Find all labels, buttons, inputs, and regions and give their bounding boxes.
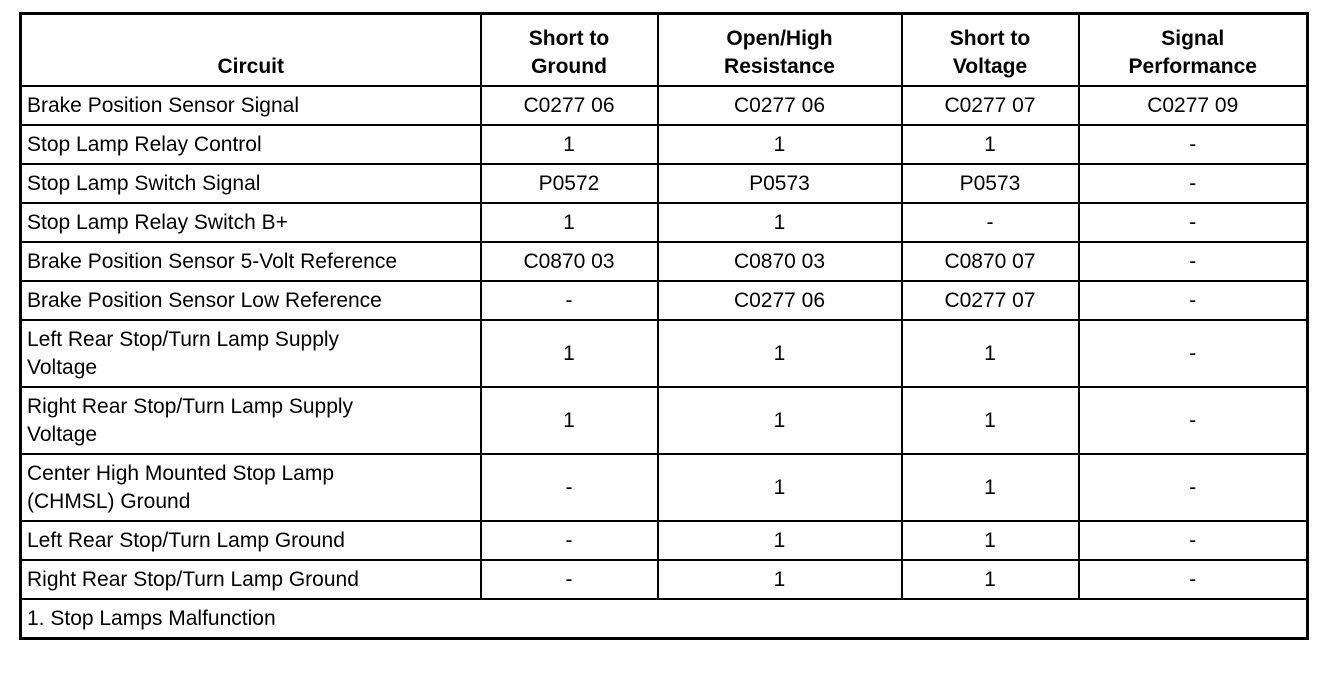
short-to-ground-cell: C0277 06 bbox=[481, 86, 658, 125]
header-circuit-label: Circuit bbox=[217, 55, 284, 78]
table-row bbox=[21, 164, 1308, 203]
footnote-row bbox=[21, 599, 1308, 639]
open-high-resistance-cell: 1 bbox=[658, 125, 902, 164]
circuit-name: Brake Position Sensor Signal bbox=[27, 93, 299, 117]
table-row bbox=[21, 203, 1308, 242]
circuit-name-line-2: (CHMSL) Ground bbox=[27, 489, 191, 513]
circuit-name-line-2: Voltage bbox=[27, 422, 98, 446]
open-high-resistance-cell: C0870 03 bbox=[658, 242, 902, 281]
circuit-cell bbox=[21, 387, 481, 454]
circuit-cell bbox=[21, 454, 481, 521]
table-row bbox=[21, 281, 1308, 320]
table-row bbox=[21, 560, 1308, 599]
short-to-voltage-cell: 1 bbox=[902, 521, 1079, 560]
signal-performance-cell: - bbox=[1079, 454, 1308, 521]
short-to-voltage-cell: P0573 bbox=[902, 164, 1079, 203]
short-to-ground-cell: C0870 03 bbox=[481, 242, 658, 281]
short-to-ground-cell: 1 bbox=[481, 125, 658, 164]
signal-performance-cell: - bbox=[1079, 203, 1308, 242]
short-to-voltage-cell: C0277 07 bbox=[902, 281, 1079, 320]
header-row bbox=[21, 14, 1308, 87]
circuit-name-line-1: Center High Mounted Stop Lamp bbox=[27, 461, 335, 485]
short-to-ground-cell: 1 bbox=[481, 320, 658, 387]
circuit-name-line-1: Right Rear Stop/Turn Lamp Supply bbox=[27, 394, 354, 418]
short-to-voltage-cell: 1 bbox=[902, 560, 1079, 599]
short-to-ground-cell: - bbox=[481, 454, 658, 521]
short-to-voltage-cell: C0277 07 bbox=[902, 86, 1079, 125]
open-high-resistance-cell: 1 bbox=[658, 560, 902, 599]
diagnostic-table-container bbox=[19, 12, 1306, 640]
circuit-name: Stop Lamp Relay Switch B+ bbox=[27, 210, 288, 234]
short-to-voltage-cell: - bbox=[902, 203, 1079, 242]
short-to-voltage-cell: 1 bbox=[902, 387, 1079, 454]
open-high-resistance-cell: 1 bbox=[658, 454, 902, 521]
signal-performance-cell: - bbox=[1079, 560, 1308, 599]
signal-performance-cell: - bbox=[1079, 320, 1308, 387]
table-row bbox=[21, 387, 1308, 454]
header-signal-performance-line-2: Performance bbox=[1128, 55, 1257, 78]
circuit-cell bbox=[21, 164, 481, 203]
open-high-resistance-cell: 1 bbox=[658, 203, 902, 242]
header-short-to-ground bbox=[481, 14, 658, 87]
table-row bbox=[21, 454, 1308, 521]
circuit-cell bbox=[21, 560, 481, 599]
circuit-name: Stop Lamp Switch Signal bbox=[27, 171, 261, 195]
circuit-name-line-1: Left Rear Stop/Turn Lamp Supply bbox=[27, 327, 340, 351]
header-open-high-line-1: Open/High bbox=[726, 27, 833, 50]
header-short-to-voltage-line-1: Short to bbox=[949, 27, 1031, 50]
open-high-resistance-cell: 1 bbox=[658, 320, 902, 387]
header-open-high-resistance bbox=[658, 14, 902, 87]
signal-performance-cell: - bbox=[1079, 164, 1308, 203]
signal-performance-cell: C0277 09 bbox=[1079, 86, 1308, 125]
open-high-resistance-cell: C0277 06 bbox=[658, 86, 902, 125]
short-to-ground-cell: - bbox=[481, 560, 658, 599]
short-to-ground-cell: - bbox=[481, 521, 658, 560]
circuit-name: Stop Lamp Relay Control bbox=[27, 132, 262, 156]
table-row bbox=[21, 86, 1308, 125]
signal-performance-cell: - bbox=[1079, 387, 1308, 454]
header-signal-performance-line-1: Signal bbox=[1161, 27, 1225, 50]
circuit-cell bbox=[21, 242, 481, 281]
open-high-resistance-cell: P0573 bbox=[658, 164, 902, 203]
table-row bbox=[21, 242, 1308, 281]
circuit-cell bbox=[21, 203, 481, 242]
circuit-name-line-2: Voltage bbox=[27, 355, 98, 379]
signal-performance-cell: - bbox=[1079, 521, 1308, 560]
open-high-resistance-cell: 1 bbox=[658, 521, 902, 560]
short-to-ground-cell: 1 bbox=[481, 203, 658, 242]
circuit-name: Brake Position Sensor 5-Volt Reference bbox=[27, 249, 398, 273]
header-short-to-voltage-line-2: Voltage bbox=[952, 55, 1028, 78]
short-to-voltage-cell: 1 bbox=[902, 125, 1079, 164]
table-row bbox=[21, 125, 1308, 164]
short-to-ground-cell: P0572 bbox=[481, 164, 658, 203]
circuit-cell bbox=[21, 320, 481, 387]
short-to-voltage-cell: 1 bbox=[902, 454, 1079, 521]
dtc-circuit-table bbox=[19, 12, 1309, 640]
footnote: 1. Stop Lamps Malfunction bbox=[21, 599, 1308, 639]
circuit-cell bbox=[21, 521, 481, 560]
short-to-ground-cell: - bbox=[481, 281, 658, 320]
circuit-cell bbox=[21, 125, 481, 164]
header-short-to-voltage bbox=[902, 14, 1079, 87]
signal-performance-cell: - bbox=[1079, 281, 1308, 320]
header-short-to-ground-line-1: Short to bbox=[528, 27, 610, 50]
circuit-cell bbox=[21, 281, 481, 320]
circuit-cell bbox=[21, 86, 481, 125]
short-to-voltage-cell: C0870 07 bbox=[902, 242, 1079, 281]
signal-performance-cell: - bbox=[1079, 125, 1308, 164]
open-high-resistance-cell: C0277 06 bbox=[658, 281, 902, 320]
circuit-name: Right Rear Stop/Turn Lamp Ground bbox=[27, 567, 359, 591]
header-signal-performance bbox=[1079, 14, 1308, 87]
short-to-ground-cell: 1 bbox=[481, 387, 658, 454]
table-row bbox=[21, 521, 1308, 560]
circuit-name: Brake Position Sensor Low Reference bbox=[27, 288, 382, 312]
circuit-name: Left Rear Stop/Turn Lamp Ground bbox=[27, 528, 345, 552]
header-open-high-line-2: Resistance bbox=[724, 55, 835, 78]
open-high-resistance-cell: 1 bbox=[658, 387, 902, 454]
table-row bbox=[21, 320, 1308, 387]
table-body bbox=[21, 86, 1308, 639]
header-circuit bbox=[21, 14, 481, 87]
signal-performance-cell: - bbox=[1079, 242, 1308, 281]
short-to-voltage-cell: 1 bbox=[902, 320, 1079, 387]
header-short-to-ground-line-2: Ground bbox=[531, 55, 607, 78]
